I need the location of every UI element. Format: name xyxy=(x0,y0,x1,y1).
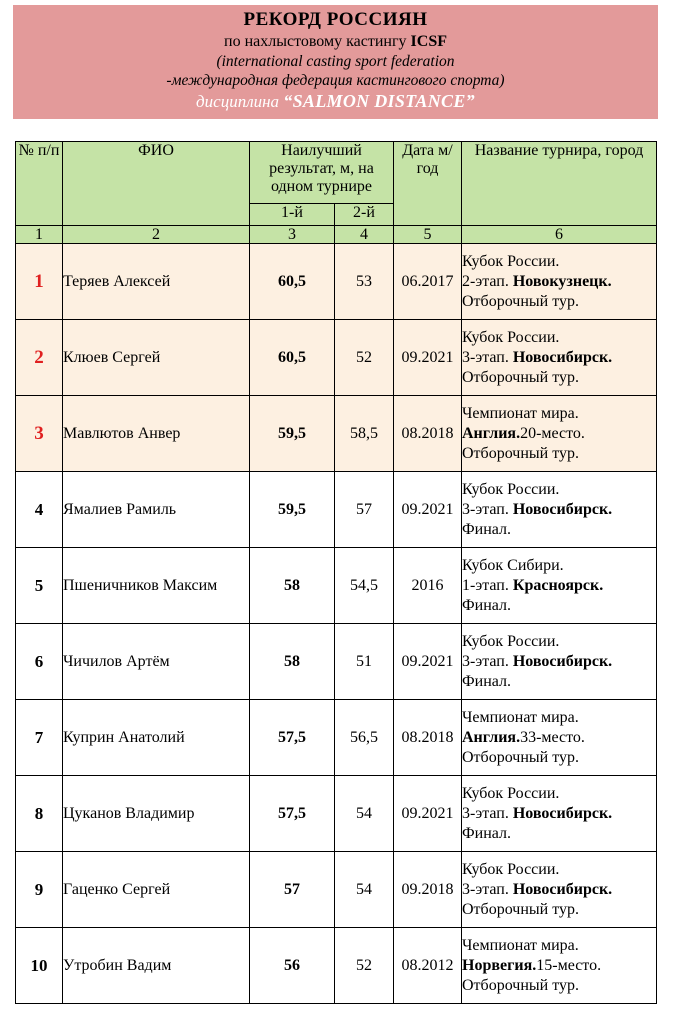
athlete-name-cell: Теряев Алексей xyxy=(63,244,250,320)
title-banner xyxy=(13,5,658,119)
tournament-round: Отборочный тур. xyxy=(462,900,579,918)
tournament-title: Кубок России. xyxy=(462,784,560,802)
table-row xyxy=(16,700,657,776)
tournament-round: Финал. xyxy=(462,672,511,690)
col-header-event: Название турнира, город xyxy=(462,142,657,226)
tournament-stage xyxy=(462,652,656,672)
col-header-best: Наилучший результат, м, на одном турнире xyxy=(250,142,394,204)
result-second-cell: 52 xyxy=(335,928,394,1004)
tournament-round: Отборочный тур. xyxy=(462,444,579,462)
header-row xyxy=(16,142,657,204)
result-second-cell: 54,5 xyxy=(335,548,394,624)
column-number: 6 xyxy=(462,226,657,244)
records-table-body xyxy=(16,142,657,1004)
position-cell: 8 xyxy=(16,776,63,852)
tournament-cell xyxy=(462,928,657,1004)
place-text: 15-место. xyxy=(536,956,602,974)
stage-text: 3-этап. xyxy=(462,500,513,518)
athlete-name-cell: Гаценко Сергей xyxy=(63,852,250,928)
stage-text: 3-этап. xyxy=(462,348,513,366)
position-cell: 4 xyxy=(16,472,63,548)
result-second-cell: 52 xyxy=(335,320,394,396)
result-second-cell: 58,5 xyxy=(335,396,394,472)
tournament-round: Отборочный тур. xyxy=(462,292,579,310)
tournament-stage xyxy=(462,576,656,596)
result-second-cell: 56,5 xyxy=(335,700,394,776)
date-cell: 08.2012 xyxy=(394,928,462,1004)
place-text: 20-место. xyxy=(520,424,585,442)
city-name: Новосибирск. xyxy=(512,652,613,670)
athlete-name-cell: Мавлютов Анвер xyxy=(63,396,250,472)
position-cell: 5 xyxy=(16,548,63,624)
table-row xyxy=(16,776,657,852)
result-second-cell: 54 xyxy=(335,852,394,928)
tournament-title: Кубок России. xyxy=(462,860,560,878)
athlete-name-cell: Чичилов Артём xyxy=(63,624,250,700)
result-first-cell: 57,5 xyxy=(250,776,335,852)
result-first-cell: 57,5 xyxy=(250,700,335,776)
result-second-cell: 51 xyxy=(335,624,394,700)
tournament-round: Финал. xyxy=(462,824,511,842)
subtitle xyxy=(13,32,658,52)
stage-text: 1-этап. xyxy=(462,576,513,594)
tournament-round: Отборочный тур. xyxy=(462,976,579,994)
athlete-name-cell: Клюев Сергей xyxy=(63,320,250,396)
date-cell: 2016 xyxy=(394,548,462,624)
stage-text: 3-этап. xyxy=(462,880,513,898)
tournament-title: Чемпионат мира. xyxy=(462,936,579,954)
tournament-cell xyxy=(462,472,657,548)
tournament-title: Кубок России. xyxy=(462,632,560,650)
discipline-name: “SALMON DISTANCE” xyxy=(283,91,475,111)
records-table xyxy=(15,141,657,1004)
table-row xyxy=(16,624,657,700)
col-header-num: № п/п xyxy=(16,142,63,226)
tournament-stage xyxy=(462,348,656,368)
athlete-name-cell: Ямалиев Рамиль xyxy=(63,472,250,548)
tournament-title: Кубок России. xyxy=(462,328,560,346)
tournament-cell xyxy=(462,396,657,472)
tournament-cell xyxy=(462,852,657,928)
table-row xyxy=(16,472,657,548)
athlete-name-cell: Цуканов Владимир xyxy=(63,776,250,852)
tournament-title: Кубок России. xyxy=(462,480,560,498)
tournament-stage xyxy=(462,804,656,824)
city-name: Новосибирск. xyxy=(512,804,613,822)
tournament-stage xyxy=(462,956,656,976)
tournament-cell xyxy=(462,548,657,624)
result-first-cell: 56 xyxy=(250,928,335,1004)
city-name: Норвегия. xyxy=(462,956,537,974)
stage-text: 2-этап. xyxy=(462,272,513,290)
date-cell: 09.2018 xyxy=(394,852,462,928)
stage-text: 3-этап. xyxy=(462,652,513,670)
tournament-cell xyxy=(462,776,657,852)
result-second-cell: 57 xyxy=(335,472,394,548)
tournament-stage xyxy=(462,272,656,292)
stage-text: 3-этап. xyxy=(462,804,513,822)
table-row xyxy=(16,928,657,1004)
col-header-date: Дата м/год xyxy=(394,142,462,226)
tournament-cell xyxy=(462,244,657,320)
column-number: 5 xyxy=(394,226,462,244)
city-name: Новосибирск. xyxy=(512,880,613,898)
date-cell: 09.2021 xyxy=(394,472,462,548)
position-cell: 1 xyxy=(16,244,63,320)
result-first-cell: 60,5 xyxy=(250,244,335,320)
tournament-cell xyxy=(462,624,657,700)
column-number: 2 xyxy=(63,226,250,244)
tournament-title: Чемпионат мира. xyxy=(462,404,579,422)
result-first-cell: 58 xyxy=(250,548,335,624)
tournament-stage xyxy=(462,728,656,748)
athlete-name-cell: Пшеничников Максим xyxy=(63,548,250,624)
result-first-cell: 60,5 xyxy=(250,320,335,396)
table-row xyxy=(16,852,657,928)
tournament-stage xyxy=(462,424,656,444)
col-header-second: 2-й xyxy=(335,204,394,226)
discipline xyxy=(13,90,658,113)
city-name: Красноярск. xyxy=(512,576,604,594)
result-first-cell: 58 xyxy=(250,624,335,700)
tournament-stage xyxy=(462,880,656,900)
result-first-cell: 59,5 xyxy=(250,396,335,472)
athlete-name-cell: Утробин Вадим xyxy=(63,928,250,1004)
position-cell: 7 xyxy=(16,700,63,776)
tournament-title: Кубок России. xyxy=(462,252,560,270)
table-row xyxy=(16,548,657,624)
org-russian: -международная федерация кастингового спорта) xyxy=(166,72,505,89)
date-cell: 08.2018 xyxy=(394,396,462,472)
date-cell: 09.2021 xyxy=(394,624,462,700)
column-number: 1 xyxy=(16,226,63,244)
position-cell: 6 xyxy=(16,624,63,700)
date-cell: 09.2021 xyxy=(394,320,462,396)
col-header-first: 1-й xyxy=(250,204,335,226)
place-text: 33-место. xyxy=(520,728,585,746)
column-number-row xyxy=(16,226,657,244)
tournament-title: Чемпионат мира. xyxy=(462,708,579,726)
position-cell: 9 xyxy=(16,852,63,928)
position-cell: 3 xyxy=(16,396,63,472)
tournament-round: Финал. xyxy=(462,520,511,538)
page-title: РЕКОРД РОССИЯН xyxy=(243,9,428,30)
tournament-round: Отборочный тур. xyxy=(462,368,579,386)
city-name: Новокузнецк. xyxy=(512,272,612,290)
date-cell: 09.2021 xyxy=(394,776,462,852)
city-name: Новосибирск. xyxy=(512,348,613,366)
column-number: 4 xyxy=(335,226,394,244)
position-cell: 10 xyxy=(16,928,63,1004)
table-row xyxy=(16,320,657,396)
tournament-cell xyxy=(462,320,657,396)
city-name: Новосибирск. xyxy=(512,500,613,518)
city-name: Англия. xyxy=(462,424,521,442)
result-first-cell: 59,5 xyxy=(250,472,335,548)
subtitle-org: ICSF xyxy=(410,33,447,50)
city-name: Англия. xyxy=(462,728,521,746)
tournament-round: Финал. xyxy=(462,596,511,614)
table-row xyxy=(16,396,657,472)
tournament-stage xyxy=(462,500,656,520)
date-cell: 08.2018 xyxy=(394,700,462,776)
column-number: 3 xyxy=(250,226,335,244)
tournament-cell xyxy=(462,700,657,776)
subtitle-prefix: по нахлыстовому кастингу xyxy=(224,33,407,50)
col-header-name: ФИО xyxy=(63,142,250,226)
date-cell: 06.2017 xyxy=(394,244,462,320)
result-second-cell: 53 xyxy=(335,244,394,320)
athlete-name-cell: Куприн Анатолий xyxy=(63,700,250,776)
result-second-cell: 54 xyxy=(335,776,394,852)
table-row xyxy=(16,244,657,320)
tournament-round: Отборочный тур. xyxy=(462,748,579,766)
org-english: (international casting sport federation xyxy=(216,53,455,70)
tournament-title: Кубок Сибири. xyxy=(462,556,564,574)
position-cell: 2 xyxy=(16,320,63,396)
discipline-prefix: дисциплина xyxy=(196,92,280,111)
result-first-cell: 57 xyxy=(250,852,335,928)
